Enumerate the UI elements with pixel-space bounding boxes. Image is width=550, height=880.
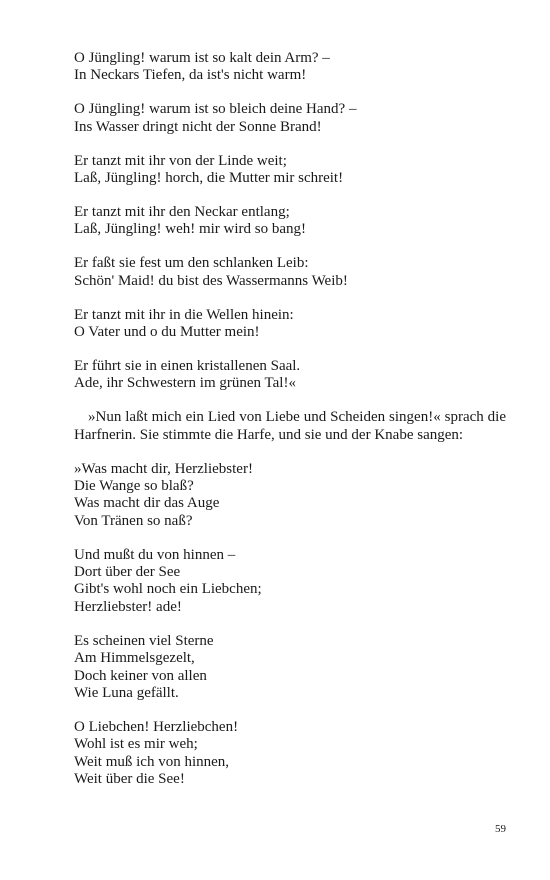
verse-line: »Was macht dir, Herzliebster! <box>74 460 253 477</box>
verse-line: Die Wange so blaß? <box>74 477 194 494</box>
verse-line: Doch keiner von allen <box>74 667 207 684</box>
stanza <box>74 101 506 136</box>
stanza <box>74 307 506 342</box>
verse-line: Und mußt du von hinnen – <box>74 546 236 563</box>
verse-line: Wohl ist es mir weh; <box>74 736 198 753</box>
stanza <box>74 633 506 703</box>
prose-paragraph <box>74 409 506 444</box>
verse-line: Von Tränen so naß? <box>74 512 193 529</box>
verse-line: Am Himmelsgezelt, <box>74 650 195 667</box>
stanza <box>74 461 506 531</box>
verse-line: Weit über die See! <box>74 771 185 788</box>
stanza <box>74 358 506 393</box>
stanza <box>74 204 506 239</box>
verse-line: O Jüngling! warum ist so kalt dein Arm? – <box>74 50 330 66</box>
verse-line: Was macht dir das Auge <box>74 495 220 512</box>
verse-line: Er tanzt mit ihr von der Linde weit; <box>74 152 287 169</box>
verse-line: Er tanzt mit ihr in die Wellen hinein: <box>74 306 294 323</box>
verse-line: Er tanzt mit ihr den Neckar entlang; <box>74 203 290 220</box>
page-number: 59 <box>495 823 506 835</box>
stanza <box>74 50 506 85</box>
verse-line: Es scheinen viel Sterne <box>74 632 214 649</box>
stanza <box>74 719 506 789</box>
verse-line: Dort über der See <box>74 564 181 581</box>
verse-line: Laß, Jüngling! horch, die Mutter mir schreit! <box>74 170 344 187</box>
stanza <box>74 255 506 290</box>
verse-line: Schön' Maid! du bist des Wassermanns Weib! <box>74 272 348 289</box>
verse-line: Er faßt sie fest um den schlanken Leib: <box>74 255 309 272</box>
verse-line: O Jüngling! warum ist so bleich deine Hand? – <box>74 101 357 118</box>
verse-line: Ade, ihr Schwestern im grünen Tal!« <box>74 375 296 392</box>
verse-line: Herzliebster! ade! <box>74 598 182 615</box>
verse-line: Weit muß ich von hinnen, <box>74 753 230 770</box>
verse-line: Gibt's wohl noch ein Liebchen; <box>74 581 262 598</box>
verse-line: Laß, Jüngling! weh! mir wird so bang! <box>74 221 307 238</box>
verse-line: O Liebchen! Herzliebchen! <box>74 718 239 735</box>
stanza <box>74 153 506 188</box>
verse-line: Er führt sie in einen kristallenen Saal. <box>74 357 301 374</box>
verse-line: In Neckars Tiefen, da ist's nicht warm! <box>74 67 307 84</box>
stanza <box>74 547 506 617</box>
prose-text: »Nun laßt mich ein Lied von Liebe und Scheiden singen!« sprach die Harfnerin. Sie stimmte die Harfe, und sie und der Knabe sangen: <box>74 409 506 443</box>
verse-line: Wie Luna gefällt. <box>74 684 179 701</box>
verse-line: O Vater und o du Mutter mein! <box>74 323 260 340</box>
verse-line: Ins Wasser dringt nicht der Sonne Brand! <box>74 118 322 135</box>
page-body <box>74 50 506 805</box>
